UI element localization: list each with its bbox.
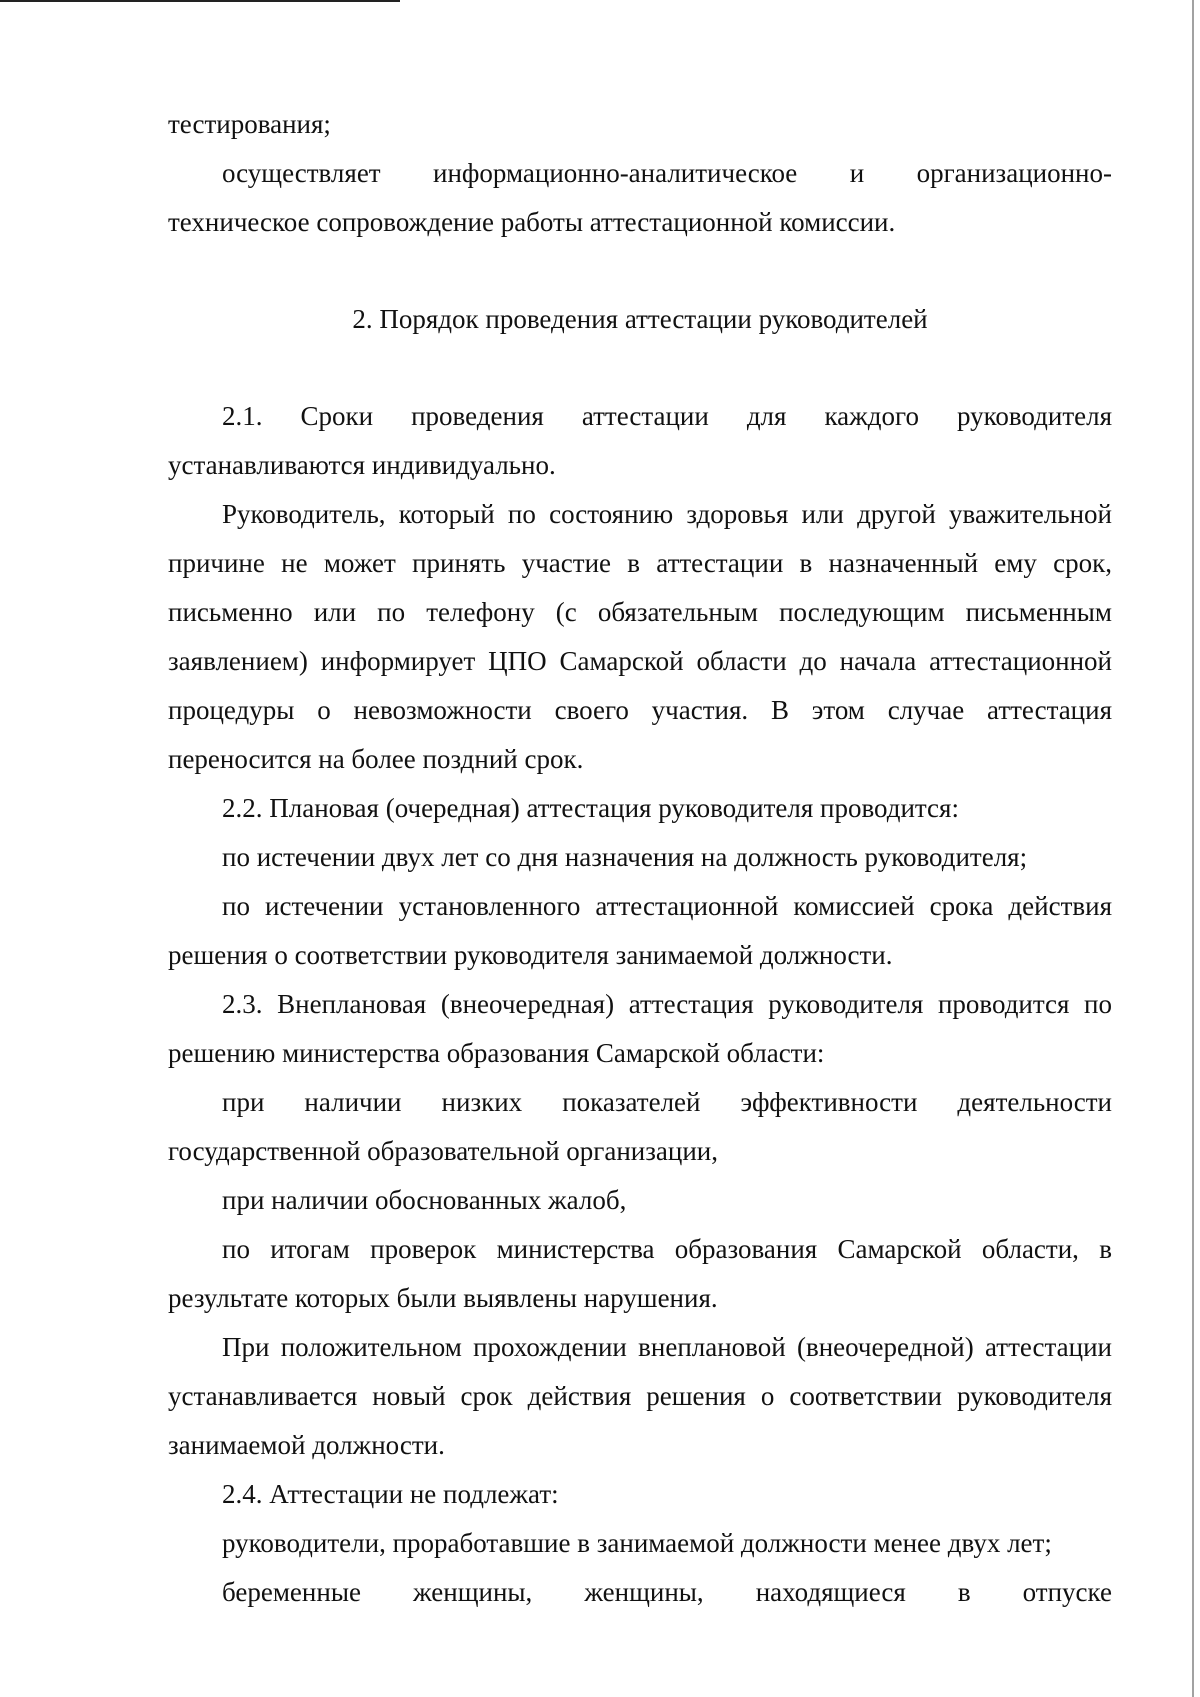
paragraph-2-2-b: по истечении установленного аттестационной комиссией срока действия решения о соответствии руководителя занимаемой должности. [168, 891, 1112, 970]
paragraph-2-4-b [168, 1568, 1112, 1617]
section-heading: 2. Порядок проведения аттестации руководителей [352, 304, 928, 334]
paragraph-line-top: тестирования; [168, 109, 331, 139]
paragraph-support: осуществляет информационно-аналитическое и организационно-техническое сопровождение работы аттестационной комиссии. [168, 158, 1112, 237]
word: отпуске [1022, 1577, 1112, 1607]
word: беременные [222, 1577, 361, 1607]
paragraph-absent: Руководитель, который по состоянию здоровья или другой уважительной причине не может принять участие в аттестации в назначенный ему срок, письменно или по телефону (с обязательным последующим письменным заявлением) информирует ЦПО Самарской области до начала аттестационной процедуры о невозможности своего участия. В этом случае аттестация переносится на более поздний срок. [168, 499, 1112, 774]
paragraph-2-3-b: при наличии обоснованных жалоб, [222, 1185, 627, 1215]
word: находящиеся [755, 1577, 906, 1607]
spacer [168, 247, 1112, 295]
word: женщины, [413, 1577, 533, 1607]
scan-edge-top [0, 0, 400, 2]
paragraph-2-4-a: руководители, проработавшие в занимаемой должности менее двух лет; [222, 1528, 1052, 1558]
scan-edge-right [1192, 0, 1194, 1697]
document-body [168, 100, 1112, 1617]
spacer [168, 344, 1112, 392]
paragraph-2-2-a: по истечении двух лет со дня назначения на должность руководителя; [222, 842, 1028, 872]
paragraph-2-2: 2.2. Плановая (очередная) аттестация руководителя проводится: [222, 793, 959, 823]
paragraph-2-3: 2.3. Внеплановая (внеочередная) аттестация руководителя проводится по решению министерства образования Самарской области: [168, 989, 1112, 1068]
word: женщины, [584, 1577, 704, 1607]
paragraph-2-3-d: При положительном прохождении внеплановой (внеочередной) аттестации устанавливается новый срок действия решения о соответствии руководителя занимаемой должности. [168, 1332, 1112, 1460]
paragraph-2-1: 2.1. Сроки проведения аттестации для каждого руководителя устанавливаются индивидуально. [168, 401, 1112, 480]
paragraph-2-3-a: при наличии низких показателей эффективности деятельности государственной образовательной организации, [168, 1087, 1112, 1166]
paragraph-2-3-c: по итогам проверок министерства образования Самарской области, в результате которых были выявлены нарушения. [168, 1234, 1112, 1313]
paragraph-2-4: 2.4. Аттестации не подлежат: [222, 1479, 559, 1509]
word: в [957, 1577, 971, 1607]
